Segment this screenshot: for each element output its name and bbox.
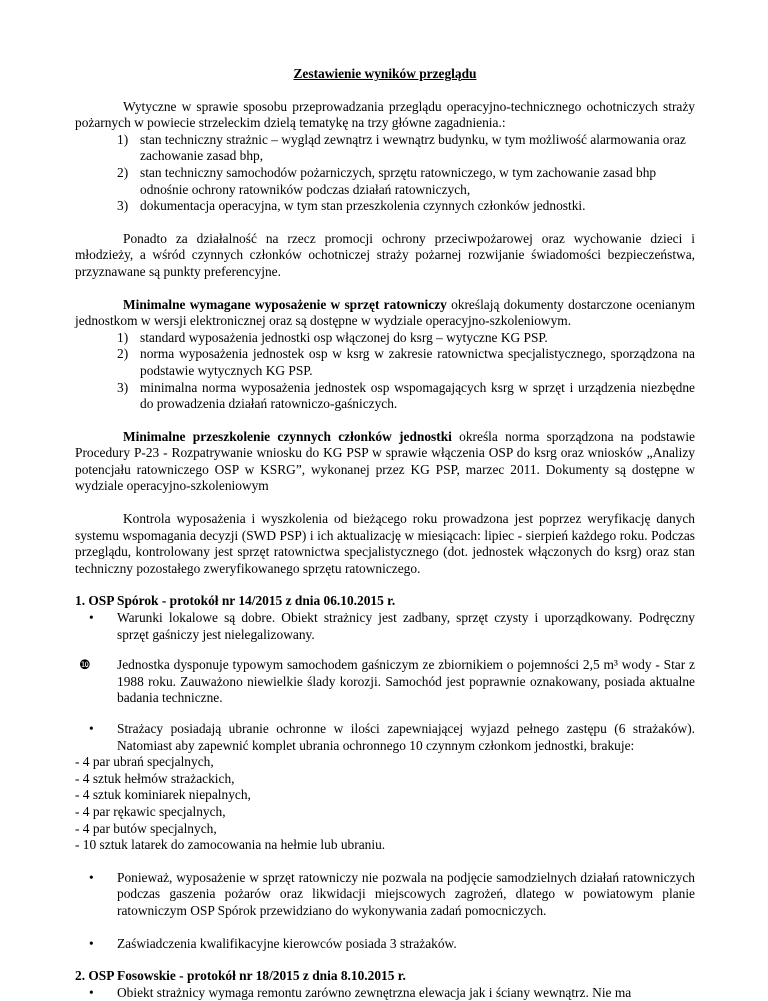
section-1-bullet-1: • Warunki lokalowe są dobre. Obiekt strażnicy jest zadbany, sprzęt czysty i uporządkowany. Podręczny sprzęt gaśniczy jest nielegalizowany.	[89, 610, 695, 642]
list-item: 1) standard wyposażenia jednostki osp włączonej do ksrg – wytyczne KG PSP.	[117, 329, 548, 345]
training-paragraph: Minimalne przeszkolenie czynnych członków jednostki określa norma sporządzona na podstawie Procedury P-23 - Rozpatrywanie wniosku do KG PSP w sprawie włączenia OSP do ksrg oraz wniosków „Analizy potencjału ratowniczego OSP w KSRG”, wykonanej przez KG PSP, marzec 2011. Dokumenty są dostępne w wydziale operacyjno-szkoleniowym	[75, 428, 695, 494]
topics-list	[75, 132, 695, 215]
list-item: - 10 sztuk latarek do zamocowania na hełmie lub ubraniu.	[75, 837, 386, 853]
section-1-bullet-5: • Zaświadczenia kwalifikacyjne kierowców posiada 3 strażaków.	[89, 935, 457, 951]
document-title: Zestawienie wyników przeglądu	[293, 66, 477, 81]
list-item: 3) minimalna norma wyposażenia jednostek osp wspomagających ksrg w sprzęt i urządzenia niezbędne do prowadzenia działań ratowniczo-gaśniczych.	[117, 379, 695, 412]
list-item: 1) stan techniczny strażnic – wygląd zewnątrz i wewnątrz budynku, w tym możliwość alarmowania oraz zachowanie zasad bhp,	[117, 131, 686, 164]
preferential-paragraph: Ponadto za działalność na rzecz promocji ochrony przeciwpożarowej oraz wychowanie dzieci i młodzieży, a wśród czynnych członków ochotniczej straży pożarnej rozwijanie świadomości bezpieczeństwa, przyznawane są punkty preferencyjne.	[75, 230, 695, 279]
section-1-bullet-3: • Strażacy posiadają ubranie ochronne w ilości zapewniającej wyjazd pełnego zastępu (6 strażaków). Natomiast aby zapewnić komplet ubrania ochronnego 10 czynnym członkom jednostki, brakuje:	[89, 721, 695, 753]
bullet-icon: •	[89, 721, 94, 736]
list-item: - 4 sztuk hełmów strażackich,	[75, 770, 235, 786]
equipment-list	[75, 330, 695, 413]
bullet-icon: •	[89, 984, 94, 1000]
section-2-heading: 2. OSP Fosowskie - protokół nr 18/2015 z dnia 8.10.2015 r.	[75, 968, 406, 984]
section-1-heading: 1. OSP Spórok - protokół nr 14/2015 z dnia 06.10.2015 r.	[75, 593, 396, 609]
list-item: 2) stan techniczny samochodów pożarniczych, sprzętu ratowniczego, w tym zachowanie zasad bhp odnośnie ochrony ratowników podczas działań ratowniczych,	[117, 164, 657, 197]
intro-paragraph: Wytyczne w sprawie sposobu przeprowadzania przeglądu operacyjno-technicznego ochotniczych straży pożarnych w powiecie strzeleckim dzielą tematykę na trzy główne zagadnienia.:	[75, 98, 695, 131]
list-item: - 4 par butów specjalnych,	[75, 820, 217, 836]
list-item: 3) dokumentacja operacyjna, w tym stan przeszkolenia czynnych członków jednostki.	[117, 198, 586, 214]
circled-ten-icon: ❿	[79, 657, 91, 673]
control-paragraph: Kontrola wyposażenia i wyszkolenia od bieżącego roku prowadzona jest poprzez weryfikację danych systemu wspomagania decyzji (SWD PSP) i ich aktualizację w miesiącach: lipiec - sierpień każdego roku. Podczas przeglądu, kontrolowany jest sprzęt ratownictwa specjalistycznego (dot. jednostek włączonych do ksrg) oraz stan techniczny pozostałego zweryfikowanego sprzętu ratowniczego.	[75, 511, 695, 576]
list-item: - 4 par rękawic specjalnych,	[75, 803, 226, 819]
bullet-icon: •	[89, 869, 94, 885]
section-1-bullet-4: • Ponieważ, wyposażenie w sprzęt ratowniczy nie pozwala na podjęcie samodzielnych działań ratowniczych podczas gaszenia pożarów oraz likwidacji miejscowych zagrożeń, dlatego w powiatowym planie ratowniczym OSP Spórok przewidziano do wykonywania zadań pomocniczych.	[89, 869, 695, 918]
missing-equipment-list	[75, 754, 695, 854]
section-2-bullet-1: • Obiekt strażnicy wymaga remontu zarówno zewnętrzna elewacja jak i ściany wewnątrz. Nie ma	[89, 984, 632, 1000]
bullet-icon: •	[89, 935, 94, 951]
equipment-paragraph: Minimalne wymagane wyposażenie w sprzęt ratowniczy określają dokumenty dostarczone ocenianym jednostkom w wersji elektronicznej oraz są dostępne w wydziale operacyjno-szkoleniowym.	[75, 296, 696, 329]
bullet-icon: •	[89, 610, 94, 626]
document-page	[75, 66, 695, 1001]
section-1-bullet-2: ❿ Jednostka dysponuje typowym samochodem gaśniczym ze zbiornikiem o pojemności 2,5 m³ wody - Star z 1988 roku. Zauważono niewielkie ślady korozji. Samochód jest poprawnie oznakowany, posiada aktualne badania techniczne.	[79, 657, 695, 706]
list-item: - 4 par ubrań specjalnych,	[75, 754, 214, 770]
list-item: - 4 sztuk kominiarek niepalnych,	[75, 787, 251, 803]
list-item: 2) norma wyposażenia jednostek osp w ksrg w zakresie ratownictwa specjalistycznego, sporządzona na podstawie wytycznych KG PSP.	[117, 346, 695, 378]
